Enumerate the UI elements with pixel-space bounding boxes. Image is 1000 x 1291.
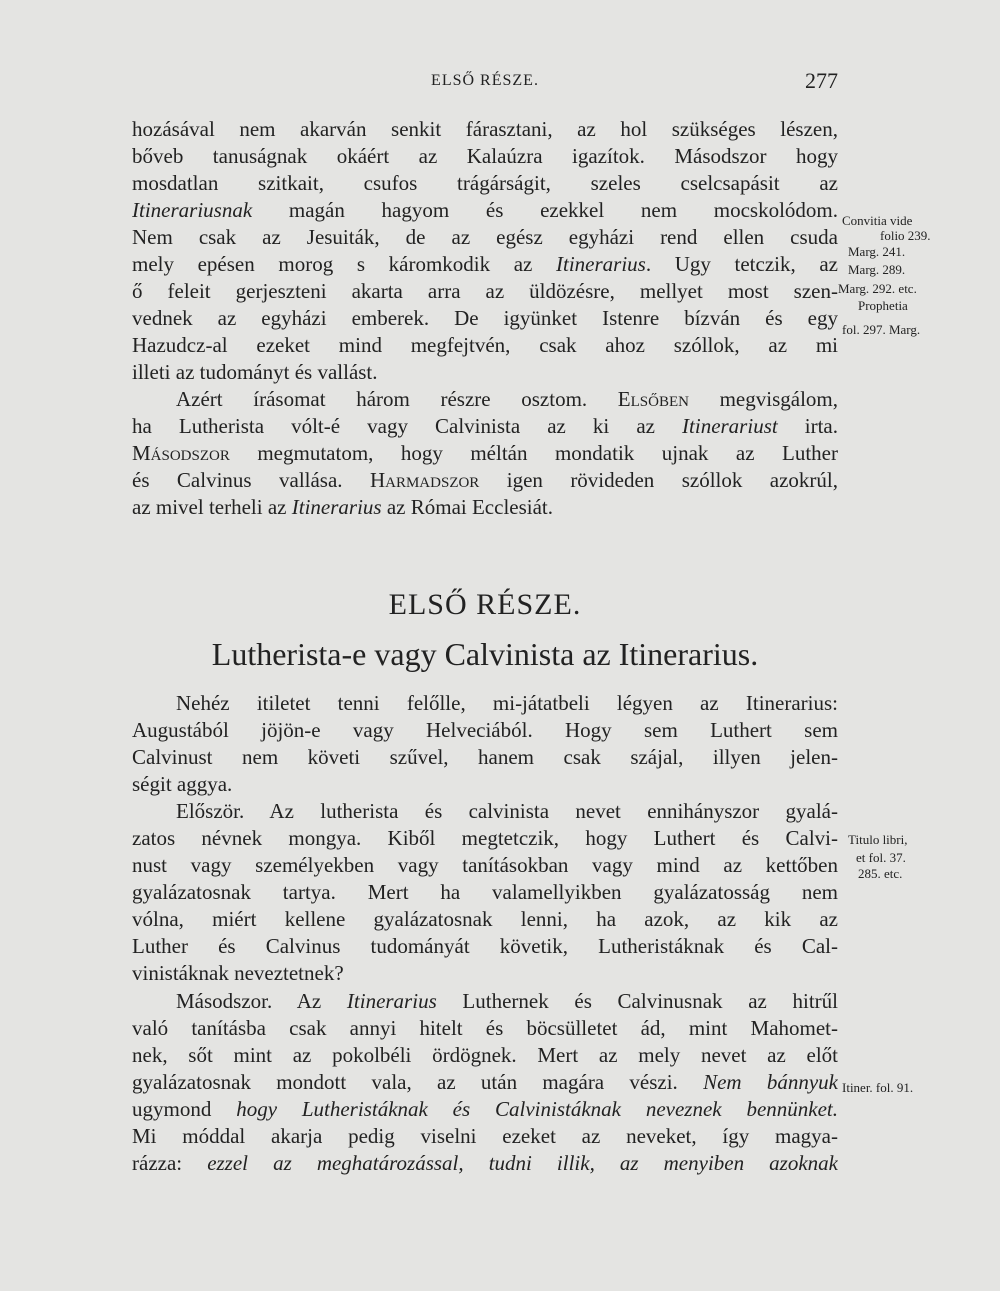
text-line: vólna, miért kellene gyalázatosnak lenni, ha azok, az kik az [132, 907, 838, 931]
section-title: ELSŐ RÉSZE. [388, 588, 582, 621]
text-line: Nem csak az Jesuiták, de az egész egyházi rend ellen csuda [132, 225, 838, 249]
text-span: mely epésen morog s káromkodik az [132, 252, 556, 276]
small-caps-term: Harmadszor [369, 468, 480, 492]
italic-term: Nem bánnyuk [703, 1070, 838, 1094]
text-span: megmutatom, hogy méltán mondatik ujnak az Luther [229, 441, 838, 465]
text-span: ugymond [132, 1097, 237, 1121]
text-span: az mivel terheli az [132, 495, 292, 519]
margin-note: Marg. 292. etc. [838, 281, 917, 296]
text-line: Nehéz itiletet tenni felőlle, mi-játatbeli légyen az Itinerarius: [176, 691, 838, 715]
text-line: Augustából jöjön-e vagy Helveciából. Hogy sem Luthert sem [132, 718, 838, 742]
small-caps-term: Elsőben [617, 387, 689, 411]
text-span: ha Lutherista vólt-é vagy Calvinista az ki az [132, 414, 683, 438]
margin-note: 285. etc. [858, 866, 903, 881]
page-header [132, 68, 838, 98]
margin-note: Convitia vide [842, 213, 913, 228]
text-line: nust vagy személyekben vagy tanításokban vagy mind az kettőben [132, 853, 838, 877]
running-head: ELSŐ RÉSZE. [431, 72, 539, 89]
text-line: bőveb tanuságnak okáért az Kalaúzra igazítok. Másodszor hogy [132, 144, 838, 168]
text-line [132, 440, 838, 467]
section-subtitle: Lutherista-e vagy Calvinista az Itinerarius. [211, 636, 759, 672]
italic-term: Itinerariust [682, 414, 778, 438]
text-line: gyalázatosnak tartya. Mert ha valamellyikben gyalázatosság nem [132, 880, 838, 904]
text-line: Calvinust nem követi szűvel, hanem csak szájal, illyen jelen- [132, 745, 838, 769]
margin-note: fol. 297. Marg. [842, 322, 921, 337]
text-line: illeti az tudományt és vallást. [132, 360, 378, 384]
text-span: . Ugy tetczik, az [645, 252, 838, 276]
text-span: gyalázatosnak mondott vala, az után magára vészi. [132, 1070, 704, 1094]
text-line: Először. Az lutherista és calvinista nevet ennihányszor gyalá- [176, 799, 838, 823]
paragraph-intro [132, 116, 838, 386]
margin-note: et fol. 37. [856, 850, 906, 865]
margin-note: Prophetia [858, 298, 908, 313]
italic-term: hogy Lutheristáknak és Calvinistáknak neveznek bennünket. [236, 1097, 838, 1121]
italic-term: Itinerarius [556, 252, 646, 276]
text-line: vinistáknak neveztetnek? [132, 961, 344, 985]
text-line: nek, sőt mint az pokolbéli ördögnek. Mert az mely nevet az előt [132, 1043, 838, 1067]
text-line [132, 494, 838, 521]
text-line: Mi móddal akarja pedig viselni ezeket az neveket, így magya- [132, 1124, 838, 1148]
text-line [132, 1150, 838, 1177]
text-span: irta. [777, 414, 838, 438]
text-line: ő feleit gerjeszteni akarta arra az üldözésre, mellyet most szen- [132, 279, 838, 303]
margin-note: Marg. 289. [848, 262, 906, 277]
text-span: rázza: [132, 1151, 208, 1175]
text-line: Luther és Calvinus tudományát követik, Lutheristáknak és Cal- [132, 934, 838, 958]
small-caps-term: Másodszor [132, 441, 230, 465]
text-line: hozásával nem akarván senkit fárasztani, az hol szükséges lészen, [132, 117, 838, 141]
text-line: zatos névnek mongya. Kiből megtetczik, hogy Luthert és Calvi- [132, 826, 838, 850]
text-line [132, 197, 838, 224]
text-span: és Calvinus vallása. [132, 468, 370, 492]
text-span: megvisgálom, [688, 387, 838, 411]
text-line: mosdatlan szitkait, csufos trágárságit, szeles cselcsapásit az [132, 171, 838, 195]
italic-term: Itinerarius [291, 495, 382, 519]
margin-note: Marg. 241. [848, 244, 906, 259]
margin-note: Titulo libri, [848, 832, 908, 847]
italic-term: Itinerariusnak [132, 198, 253, 222]
text-line: vednek az egyházi emberek. De igyünket Istenre bízván és egy [132, 306, 838, 330]
text-line [132, 1096, 838, 1123]
text-line [132, 988, 838, 1015]
text-line: való tanításba csak annyi hitelt és böcsülletet ád, mint Mahomet- [132, 1016, 838, 1040]
text-line [132, 1069, 838, 1096]
italic-term: Itinerarius [346, 989, 437, 1013]
text-line: Hazudcz-al ezeket mind megfejtvén, csak ahoz szóllok, az mi [132, 333, 838, 357]
paragraph-first-argument [132, 690, 838, 987]
text-line [132, 386, 838, 413]
text-line: ségit aggya. [132, 772, 233, 796]
text-line [132, 251, 838, 278]
text-span: az Római Ecclesiát. [381, 495, 554, 519]
margin-note: Itiner. fol. 91. [842, 1080, 914, 1095]
paragraph-second-argument [132, 988, 838, 1177]
margin-note: folio 239. [880, 228, 931, 243]
italic-term: ezzel az meghatározással, tudni illik, az menyiben azoknak [207, 1151, 838, 1175]
paragraph-outline [132, 386, 838, 521]
text-span: Luthernek és Calvinusnak az hitrűl [436, 989, 838, 1013]
text-span: Másodszor. Az [176, 989, 347, 1013]
text-line [132, 467, 838, 494]
page-number: 277 [805, 68, 838, 93]
text-span: Azért írásomat három részre osztom. [176, 387, 618, 411]
text-line [132, 413, 838, 440]
text-span: magán hagyom és ezekkel nem mocskolódom. [252, 198, 838, 222]
text-span: igen rövideden szóllok azokrúl, [479, 468, 838, 492]
